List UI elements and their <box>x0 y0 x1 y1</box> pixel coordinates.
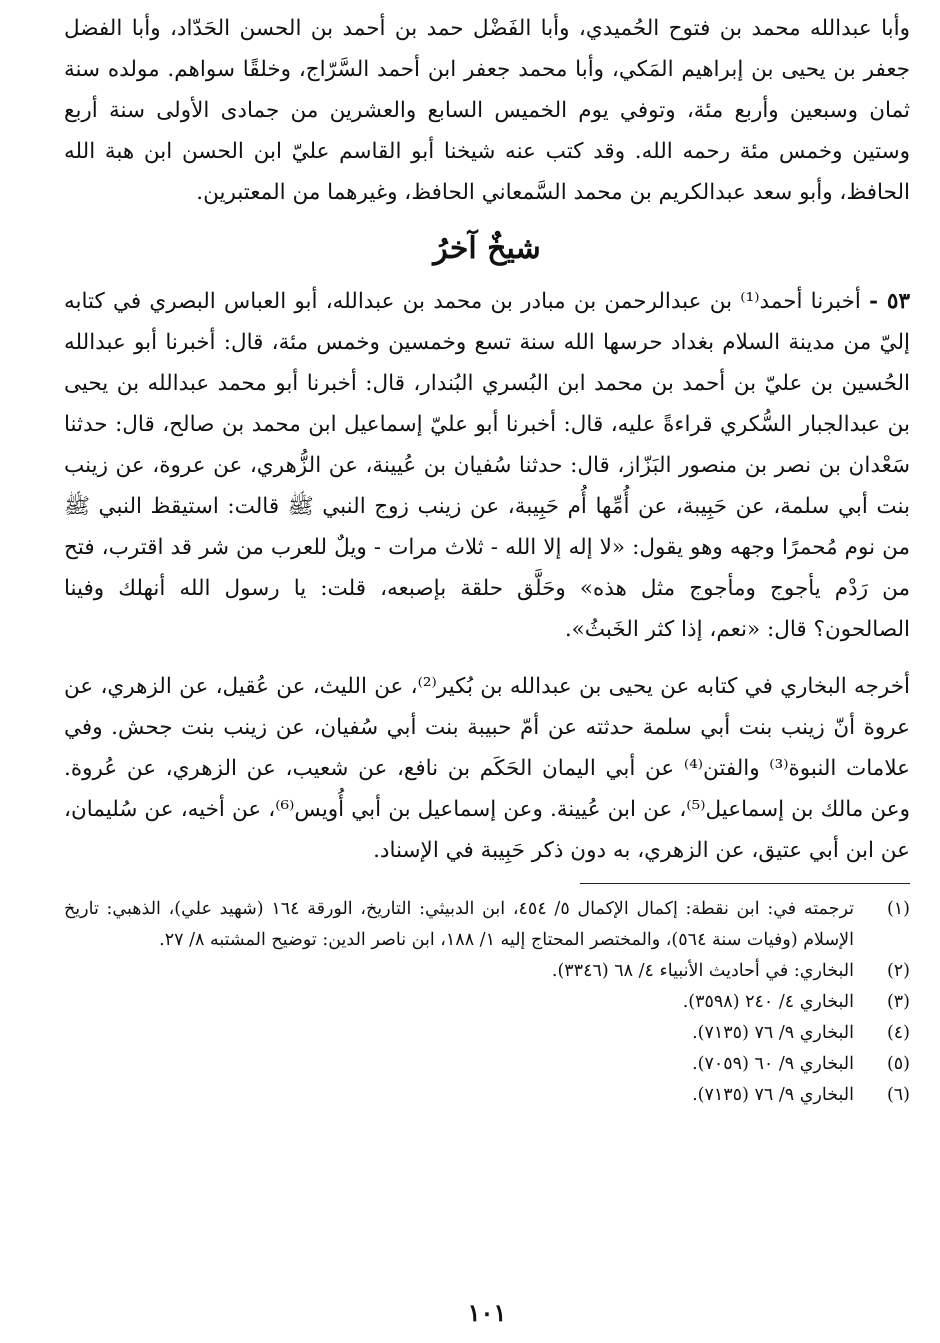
footnote-number: (٣) <box>886 992 910 1012</box>
takhrij-paragraph: أخرجه البخاري في كتابه عن يحيى بن عبدالله بن بُكير⁽²⁾، عن الليث، عن عُقيل، عن الزهري، عن عروة أنّ زينب بنت أبي سلمة حدثته عن أمّ حبيبة بنت أبي سُفيان، عن زينب بنت جحش. وفي علامات النبوة⁽³⁾ والفتن⁽⁴⁾ عن أبي اليمان الحَكَم بن نافع، عن شعيب، عن الزهري، عن عُروة. وعن مالك بن إسماعيل⁽⁵⁾، عن ابن عُيينة. وعن إسماعيل بن أبي أُويس⁽⁶⁾، عن أخيه، عن سُليمان، عن ابن أبي عتيق، عن الزهري، به دون ذكر حَبِيبة في الإسناد. <box>64 674 910 863</box>
paragraph-gap <box>64 650 910 666</box>
hadith-paragraph <box>64 281 910 650</box>
intro-paragraph: وأبا عبدالله محمد بن فتوح الحُميدي، وأبا الفَضْل حمد بن أحمد بن الحسن الحَدّاد، وأبا الفضل جعفر بن يحيى بن إبراهيم المَكي، وأبا محمد جعفر ابن أحمد السَّرّاج، وخلقًا سواهم. مولده سنة ثمان وسبعين وأربع مئة، وتوفي يوم الخميس السابع والعشرين من جمادى الأولى سنة أربع وستين وخمس مئة رحمه الله. وقد كتب عنه شيخنا أبو القاسم عليّ ابن الحسن ابن هبة الله الحافظ، وأبو سعد عبدالكريم بن محمد السَّمعاني الحافظ، وغيرهما من المعتبرين. <box>64 16 910 205</box>
footnote-number: (١) <box>886 899 910 919</box>
footnote-text: البخاري ٩/ ٦٠ (٧٠٥٩). <box>692 1054 854 1074</box>
footnote-number: (٢) <box>886 961 910 981</box>
footnote-number: (٥) <box>886 1054 910 1074</box>
footnotes-list <box>64 894 910 1111</box>
document-page <box>64 8 910 1328</box>
footnote-text: البخاري ٤/ ٢٤٠ (٣٥٩٨). <box>682 992 854 1012</box>
footnote-item <box>64 1049 910 1080</box>
footnote-separator <box>580 883 910 884</box>
section-heading: شيخٌ آخرُ <box>433 231 541 266</box>
hadith-number: ٥٣ - <box>869 289 910 314</box>
footnote-text: البخاري: في أحاديث الأنبياء ٤/ ٦٨ (٣٣٤٦). <box>551 961 854 981</box>
hadith-text: أخبرنا أحمد⁽¹⁾ بن عبدالرحمن بن مبادر بن محمد بن عبدالله، أبو العباس البصري في كتابه إليّ من مدينة السلام بغداد حرسها الله سنة تسع وخمسين وخمس مئة، قال: أخبرنا أبو عبدالله الحُسين بن عليّ بن أحمد بن محمد ابن البُسري البُندار، قال: أخبرنا أبو محمد عبدالله بن يحيى بن عبدالجبار السُّكري قراءةً عليه، قال: أخبرنا أبو عليّ إسماعيل ابن محمد بن صالح، قال: حدثنا سَعْدان بن نصر بن منصور البَزّاز، قال: حدثنا سُفيان بن عُيينة، عن الزُّهري، عن عروة، عن زينب بنت أبي سلمة، عن حَبِيبة، عن أُمِّها أُم حَبِيبة، عن زينب زوج النبي ﷺ قالت: استيقظ النبي ﷺ من نوم مُحمرًا وجهه وهو يقول: «لا إله إلا الله - ثلاث مرات - ويلٌ للعرب من شر قد اقترب، فتح من رَدْم يأجوج ومأجوج مثل هذه» وحَلَّق حلقة بإصبعه، قلت: يا رسول الله أنهلك وفينا الصالحون؟ قال: «نعم، إذا كثر الخَبثُ». <box>64 289 910 642</box>
footnote-text: البخاري ٩/ ٧٦ (٧١٣٥). <box>692 1085 854 1105</box>
footnote-text: البخاري ٩/ ٧٦ (٧١٣٥). <box>692 1023 854 1043</box>
footnote-item <box>64 1018 910 1049</box>
footnote-text: ترجمته في: ابن نقطة: إكمال الإكمال ٥/ ٤٥٤، ابن الدبيثي: التاريخ، الورقة ١٦٤ (شهيد علي)، الذهبي: تاريخ الإسلام (وفيات سنة ٥٦٤)، والمختصر المحتاج إليه ١/ ١٨٨، ابن ناصر الدين: توضيح المشتبه ٨/ ٢٧. <box>64 899 854 950</box>
footnote-item <box>64 1080 910 1111</box>
footnote-item <box>64 956 910 987</box>
footnote-item <box>64 987 910 1018</box>
footnote-number: (٤) <box>886 1023 910 1043</box>
page-number: ١٠١ <box>467 1298 507 1327</box>
footnote-item <box>64 894 910 956</box>
footnote-number: (٦) <box>886 1085 910 1105</box>
